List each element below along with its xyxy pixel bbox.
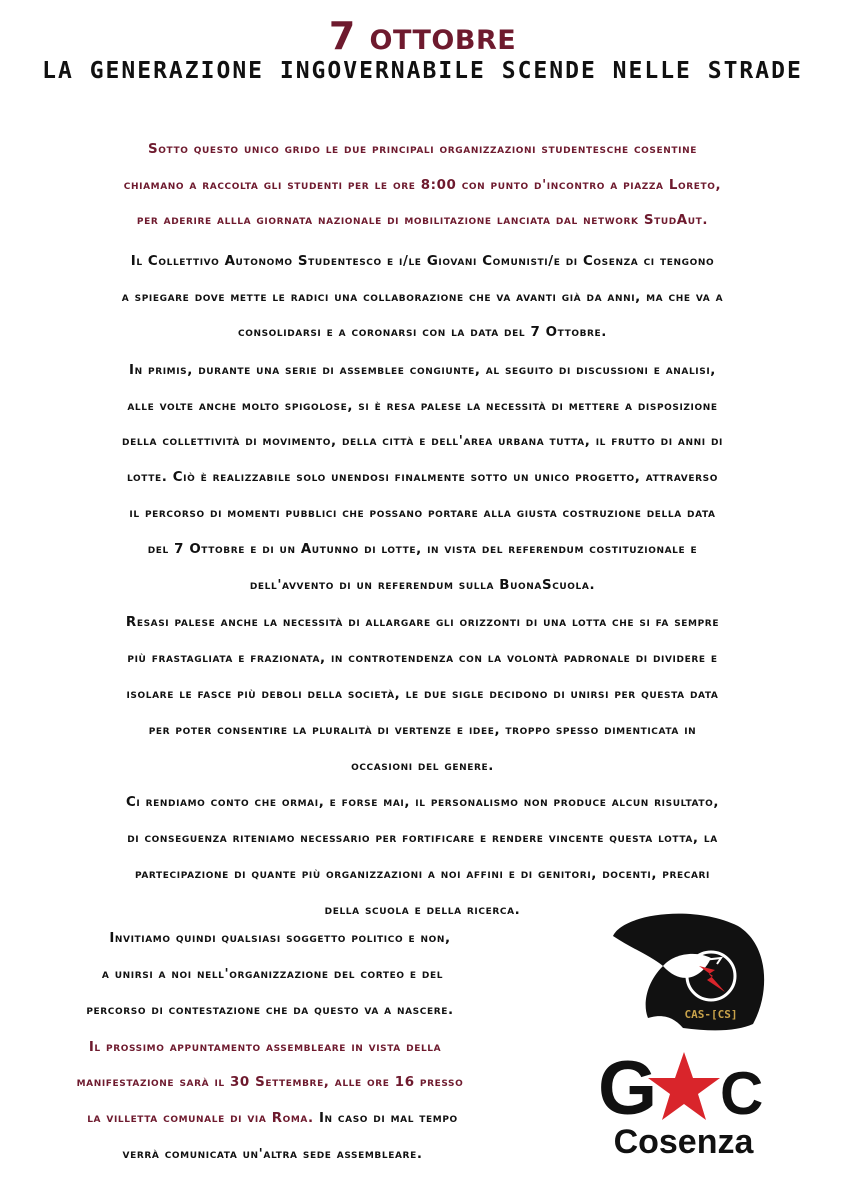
svg-text:G: G (598, 1048, 658, 1122)
closing-line: verrà comunicata un'altra sede assembleare. (122, 1147, 423, 1162)
page-title: 7 ottobre (328, 14, 517, 58)
appointment-place: la villetta comunale di via Roma. (87, 1111, 314, 1126)
appointment-line: manifestazione sarà il 30 Settembre, alle ore 16 presso (76, 1075, 464, 1090)
paragraph-line: consolidarsi e a coronarsi con la data del 7 Ottobre. (237, 325, 607, 340)
appointment-line (0, 1110, 545, 1128)
intro-line: per aderire allla giornata nazionale di mobilitazione lanciata dal network StudAut. (136, 213, 709, 228)
page-subtitle: LA GENERAZIONE INGOVERNABILE SCENDE NELLE STRADE (42, 58, 803, 84)
paragraph-line: occasioni del genere. (351, 759, 494, 774)
paragraph-line: dell'avvento di un referendum sulla BuonaScuola. (249, 578, 596, 593)
paragraph-line: partecipazione di quante più organizzazioni a noi affini e di genitori, docenti, precari (135, 867, 710, 882)
appointment-tail: In caso di mal tempo (313, 1111, 458, 1126)
paragraph-line: Ci rendiamo conto che ormai, e forse mai, il personalismo non produce alcun risultato, (125, 795, 720, 810)
paragraph-line: Il Collettivo Autonomo Studentesco e i/le Giovani Comunisti/e di Cosenza ci tengono (130, 254, 715, 269)
paragraph-line: Resasi palese anche la necessità di allargare gli orizzonti di una lotta che si fa sempre (125, 615, 720, 630)
paragraph-line: della scuola e della ricerca. (324, 903, 521, 918)
paragraph-line: lotte. Ciò è realizzabile solo unendosi finalmente sotto un unico progetto, attraverso (127, 470, 718, 485)
paragraph-line: In primis, durante una serie di assemblee congiunte, al seguito di discussioni e analisi, (129, 363, 716, 378)
paragraph-line: della collettività di movimento, della città e dell'area urbana tutta, il frutto di anni di (122, 434, 723, 449)
helmet-text: CAS-[CS] (684, 1008, 738, 1021)
invite-line: percorso di contestazione che da questo va a nascere. (86, 1003, 454, 1018)
paragraph-line: più frastagliata e frazionata, in controtendenza con la volontà padronale di dividere e (127, 651, 718, 666)
paragraph-line: di conseguenza riteniamo necessario per fortificare e rendere vincente questa lotta, la (127, 831, 718, 846)
svg-text:C: C (720, 1060, 764, 1122)
paragraph-line: a spiegare dove mette le radici una collaborazione che va avanti già da anni, ma che va a (121, 290, 724, 305)
paragraph-line: per poter consentire la pluralità di vertenze e idee, troppo spesso dimenticata in (148, 723, 697, 738)
paragraph-line: isolare le fasce più deboli della società, le due sigle decidono di unirsi per questa data (126, 687, 719, 702)
gc-logo (596, 1048, 771, 1122)
paragraph-line: il percorso di momenti pubblici che possano portare alla giusta costruzione della data (129, 506, 716, 521)
appointment-line: Il prossimo appuntamento assembleare in vista della (88, 1040, 442, 1055)
gc-city-label: Cosenza (613, 1123, 754, 1161)
paragraph-line: del 7 Ottobre e di un Autunno di lotte, in vista del referendum costituzionale e (147, 542, 698, 557)
invite-line: Invitiamo quindi qualsiasi soggetto politico e non, (109, 931, 451, 946)
invite-line: a unirsi a noi nell'organizzazione del corteo e del (101, 967, 444, 982)
intro-line: chiamano a raccolta gli studenti per le ore 8:00 con punto d'incontro a piazza Loreto, (123, 178, 722, 193)
paragraph-line: alle volte anche molto spigolose, si è resa palese la necessità di mettere a disposizione (127, 399, 718, 414)
cas-helmet-logo (603, 906, 773, 1036)
intro-line: Sotto questo unico grido le due principali organizzazioni studentesche cosentine (148, 142, 697, 157)
